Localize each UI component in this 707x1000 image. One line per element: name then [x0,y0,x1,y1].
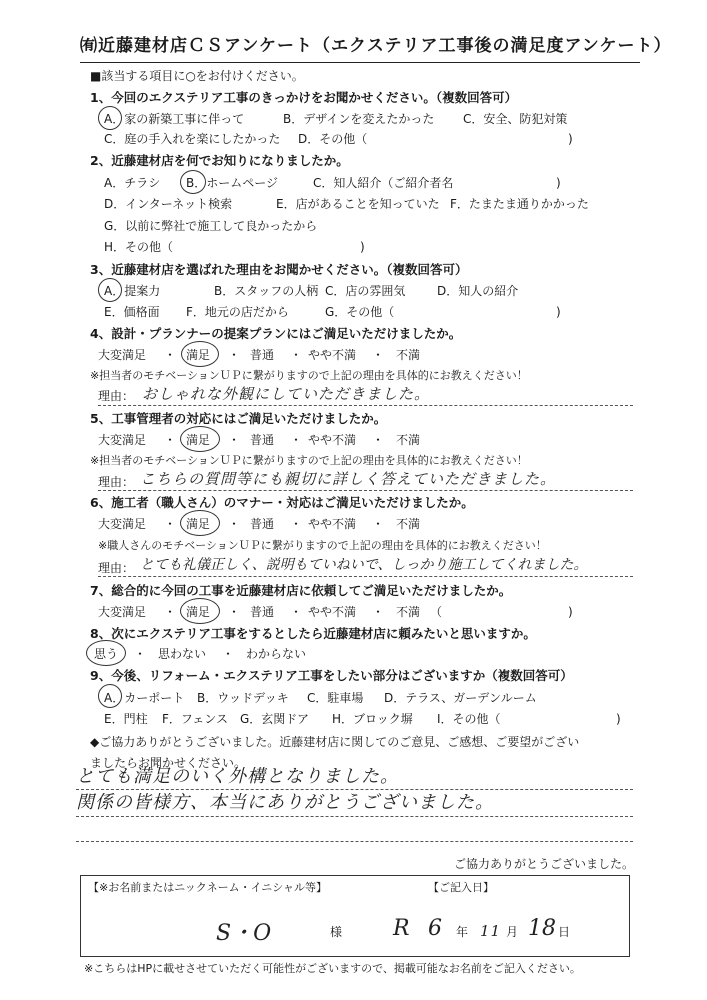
scale-dot: ・ [372,605,385,619]
q2-option-h[interactable]: H．その他（ [104,240,174,254]
q6-reason-line [98,576,633,577]
q2-close-paren-c: ) [556,176,561,190]
q9-question: 9、今後、リフォーム・エクステリア工事をしたい部分はございますか（複数回答可） [90,668,573,683]
day-label: 日 [558,925,571,939]
q1-question: 1、今回のエクステリア工事のきっかけをお聞かせください。（複数回答可） [90,90,518,105]
q6-reason-label: 理由： [98,561,135,575]
scale-dissatisfied[interactable]: 不満 [396,517,421,531]
name-handwritten: S・O [216,921,272,946]
q6-question: 6、施工者（職人さん）のマナー・対応はご満足いただけましたか。 [90,495,474,510]
scale-dot: ・ [372,433,385,447]
scale-dot: ・ [164,348,177,362]
scale-dot: ・ [372,348,385,362]
comments-prompt-line1: ◆ご協力ありがとうございました。近藤建材店に関してのご意見、ご感想、ご要望がござい [90,735,580,749]
q6-reason-handwritten: とても礼儀正しく、説明もていねいで、しっかり施工してくれました。 [140,557,588,573]
selection-circle [180,426,220,452]
q3-option-c[interactable]: C．店の雰囲気 [325,284,406,298]
q3-option-d[interactable]: D．知人の紹介 [437,284,519,298]
q7-close-paren: ) [568,605,573,619]
scale-dot: ・ [228,348,241,362]
q4-question: 4、設計・プランナーの提案プランにはご満足いただけましたか。 [90,326,462,341]
scale-very-satisfied[interactable]: 大変満足 [98,517,147,531]
scale-very-satisfied[interactable]: 大変満足 [98,433,147,447]
q1-close-paren: ) [568,132,573,146]
survey-title: ㈲近藤建材店ＣＳアンケート（エクステリア工事後の満足度アンケート） [80,30,640,63]
sama-label: 様 [330,925,343,939]
q5-reason-label: 理由： [98,475,135,489]
q4-note: ※担当者のモチベーションＵＰに繋がりますので上記の理由を具体的にお教えください！ [90,369,528,382]
q9-option-i[interactable]: I．その他（ [437,712,501,726]
q8-option-unsure[interactable]: わからない [246,647,307,661]
selection-circle [180,510,220,536]
comments-prompt-line2: ましたらお聞かせください。 [90,756,247,770]
q8-question: 8、次にエクステリア工事をするとしたら近藤建材店に頼みたいと思いますか。 [90,626,536,641]
q2-close-paren-h: ) [360,240,365,254]
date-label: 【ご記入日】 [428,881,494,894]
selection-circle [181,341,219,367]
q9-option-a[interactable]: A．カーポート [104,691,185,705]
q4-reason-line [98,405,633,406]
q2-question: 2、近藤建材店を何でお知りになりましたか。 [90,153,349,168]
scale-very-satisfied[interactable]: 大変満足 [98,348,147,362]
month-label: 月 [506,925,519,939]
q1-option-a[interactable]: A．家の新築工事に伴って [104,112,245,126]
q2-option-a[interactable]: A．チラシ [104,176,161,190]
scale-dot: ・ [134,647,147,661]
comment-handwritten-line1: とても満足のいく外構となりました。 [76,766,399,787]
scale-dot: ・ [372,517,385,531]
scale-satisfied[interactable]: 満足 [186,348,211,362]
q9-option-e[interactable]: E．門柱 [104,712,148,726]
q2-option-f[interactable]: F．たまたま通りかかった [450,197,589,211]
scale-satisfied[interactable]: 満足 [186,517,211,531]
scale-satisfied[interactable]: 満足 [186,605,211,619]
scale-dot: ・ [290,348,303,362]
year-handwritten: 6 [428,916,442,941]
month-handwritten: 11 [480,922,502,940]
q4-reason-handwritten: おしゃれな外観にしていただきました。 [142,385,431,403]
q1-option-c[interactable]: C．安全、防犯対策 [463,112,568,126]
scale-satisfied[interactable]: 満足 [186,433,211,447]
scale-neutral[interactable]: 普通 [250,348,275,362]
scale-dissatisfied[interactable]: 不満 [396,433,421,447]
q9-option-f[interactable]: F．フェンス [162,712,228,726]
scale-dissatisfied[interactable]: 不満 [396,348,421,362]
scale-dot: ・ [290,517,303,531]
scale-somewhat-dissatisfied[interactable]: やや不満 [308,348,357,362]
scale-dot: ・ [290,605,303,619]
selection-circle [180,598,220,624]
q8-option-no[interactable]: 思わない [158,647,207,661]
scale-dot: ・ [290,433,303,447]
q3-option-g[interactable]: G．その他（ [325,305,395,319]
q5-reason-handwritten: こちらの質問等にも親切に詳しく答えていただきました。 [140,470,557,488]
q5-question: 5、工事管理者の対応にはご満足いただけましたか。 [90,411,387,426]
q3-option-e[interactable]: E．価格面 [104,305,160,319]
selection-circle [98,684,122,708]
comment-handwritten-line2: 関係の皆様方、本当にありがとうございました。 [76,792,494,813]
selection-circle [98,278,122,302]
q4-reason-label: 理由： [98,389,135,403]
q9-option-b[interactable]: B．ウッドデッキ [197,691,289,705]
q3-option-b[interactable]: B．スタッフの人柄 [214,284,319,298]
q6-note: ※職人さんのモチベーションＵＰに繋がりますので上記の理由を具体的にお教えください！ [98,539,547,552]
selection-circle [86,640,126,666]
selection-circle [180,170,206,194]
q5-note: ※担当者のモチベーションＵＰに繋がりますので上記の理由を具体的にお教えください！ [90,454,528,467]
era-handwritten: R [393,916,410,941]
scale-neutral[interactable]: 普通 [250,433,275,447]
q7-open-paren: （ [430,605,443,619]
footer-note: ※こちらはHPに載せさせていただく可能性がございますので、掲載可能なお名前をご記入ください。 [84,962,581,975]
q9-option-d[interactable]: D．テラス、ガーデンルーム [384,691,537,705]
q9-option-g[interactable]: G．玄関ドア [240,712,309,726]
instruction: ■該当する項目に○をお付けください。 [90,69,304,83]
comment-line [76,789,633,790]
thanks-text: ご協力ありがとうございました。 [454,857,635,871]
scale-somewhat-dissatisfied[interactable]: やや不満 [308,433,357,447]
q8-option-yes[interactable]: 思う [94,647,119,661]
q2-option-g[interactable]: G．以前に弊社で施工して良かったから [104,219,318,233]
q2-option-e[interactable]: E．店があることを知っていた [276,197,440,211]
name-label: 【※お名前またはニックネーム・イニシャル等】 [88,881,328,894]
q2-option-d[interactable]: D．インターネット検索 [104,197,233,211]
q9-option-h[interactable]: H．ブロック塀 [332,712,413,726]
scale-dot: ・ [228,517,241,531]
q3-option-a[interactable]: A．提案力 [104,284,161,298]
scale-somewhat-dissatisfied[interactable]: やや不満 [308,605,357,619]
q9-option-c[interactable]: C．駐車場 [307,691,364,705]
q3-option-f[interactable]: F．地元の店だから [186,305,289,319]
scale-neutral[interactable]: 普通 [250,605,275,619]
day-handwritten: 18 [528,916,556,941]
q7-question: 7、総合的に今回の工事を近藤建材店に依頼してご満足いただけましたか。 [90,583,512,598]
q2-option-c[interactable]: C．知人紹介（ご紹介者名 [313,176,454,190]
scale-somewhat-dissatisfied[interactable]: やや不満 [308,517,357,531]
scale-dissatisfied[interactable]: 不満 [396,605,421,619]
scale-dot: ・ [164,433,177,447]
year-label: 年 [456,925,469,939]
scale-dot: ・ [164,605,177,619]
q1-option-b[interactable]: B．デザインを変えたかった [283,112,435,126]
q1-option-c2[interactable]: C．庭の手入れを楽にしたかった [104,132,281,146]
q3-close-paren: ) [556,305,561,319]
q5-reason-line [98,490,633,491]
scale-dot: ・ [222,647,235,661]
scale-dot: ・ [228,605,241,619]
scale-neutral[interactable]: 普通 [250,517,275,531]
q1-option-d[interactable]: D．その他（ [298,132,368,146]
scale-dot: ・ [228,433,241,447]
scale-dot: ・ [164,517,177,531]
comment-line [76,841,633,842]
scale-very-satisfied[interactable]: 大変満足 [98,605,147,619]
q2-option-b[interactable]: B．ホームページ [186,176,278,190]
selection-circle [98,106,122,130]
q3-question: 3、近藤建材店を選ばれた理由をお聞かせください。（複数回答可） [90,262,468,277]
comment-line [76,816,633,817]
q9-close-paren: ) [616,712,621,726]
